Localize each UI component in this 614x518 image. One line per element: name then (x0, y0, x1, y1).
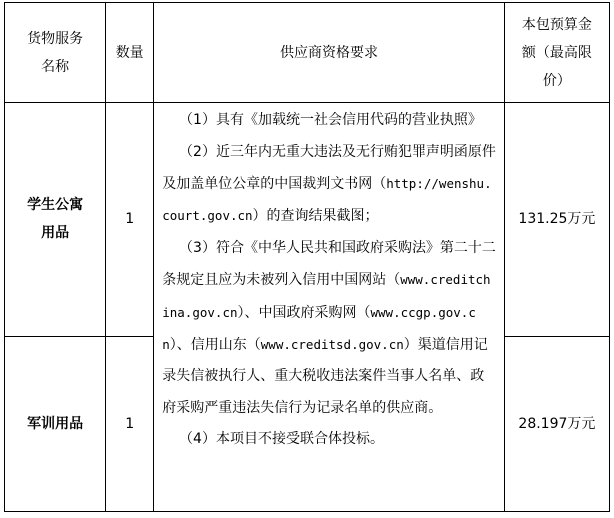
requirement-3-text-b: ）、中国政府采购网（ (237, 304, 371, 321)
requirement-2-text-b: ）的查询结果截图； (252, 208, 379, 225)
header-goods-line: 名称 (41, 58, 70, 75)
requirement-2-url: http://wenshu.court.gov.cn (162, 176, 492, 224)
requirement-2 (162, 137, 498, 233)
header-goods-line: 货物服务 (27, 30, 84, 47)
header-row (5, 3, 610, 103)
requirement-3-text-a: （3）符合《中华人民共和国政府采购法》第二十二条规定且应为未被列入信用中国网站（ (162, 239, 496, 289)
requirement-1: （1）具有《加载统一社会信用代码的营业执照》 (179, 112, 482, 129)
table-row (5, 103, 610, 336)
header-budget (504, 3, 609, 103)
quantity-cell: 1 (106, 103, 154, 336)
header-requirements: 供应商资格要求 (154, 3, 505, 103)
requirement-3-url-2: www.ccgp.gov.cn (162, 304, 476, 353)
requirement-3-url-3: www.creditsd.gov.cn (260, 337, 404, 353)
goods-name-line: 军训用品 (27, 415, 84, 432)
requirement-4: （4）本项目不接受联合体投标。 (179, 431, 384, 448)
header-goods-name (5, 3, 106, 103)
goods-name-cell (5, 103, 106, 336)
goods-name-cell (5, 336, 106, 511)
requirement-3-text-c: ）、信用山东（ (169, 337, 261, 354)
goods-name-line: 用品 (41, 225, 70, 242)
header-quantity: 数量 (106, 3, 154, 103)
requirement-3 (162, 233, 498, 424)
requirement-3-url-1: www.creditchina.gov.cn (162, 272, 491, 320)
goods-name-line: 学生公寓 (27, 197, 84, 214)
header-budget-line: 本包预算金 (521, 16, 592, 33)
budget-cell: 28.197万元 (504, 336, 609, 511)
requirement-3-text-d: ）渠道信用记录失信被执行人、重大税收违法案件当事人名单、政府采购严重违法失信行为记录名单的供应商。 (162, 337, 488, 416)
procurement-table (4, 2, 610, 512)
requirement-2-text-a: （2）近三年内无重大违法及无行贿犯罪声明函原件及加盖单位公章的中国裁判文书网（ (162, 143, 496, 192)
header-budget-line: 价） (542, 72, 571, 89)
header-budget-line: 额（最高限 (521, 44, 592, 61)
budget-cell: 131.25万元 (504, 103, 609, 336)
requirements-cell (154, 103, 505, 512)
quantity-cell: 1 (106, 336, 154, 511)
